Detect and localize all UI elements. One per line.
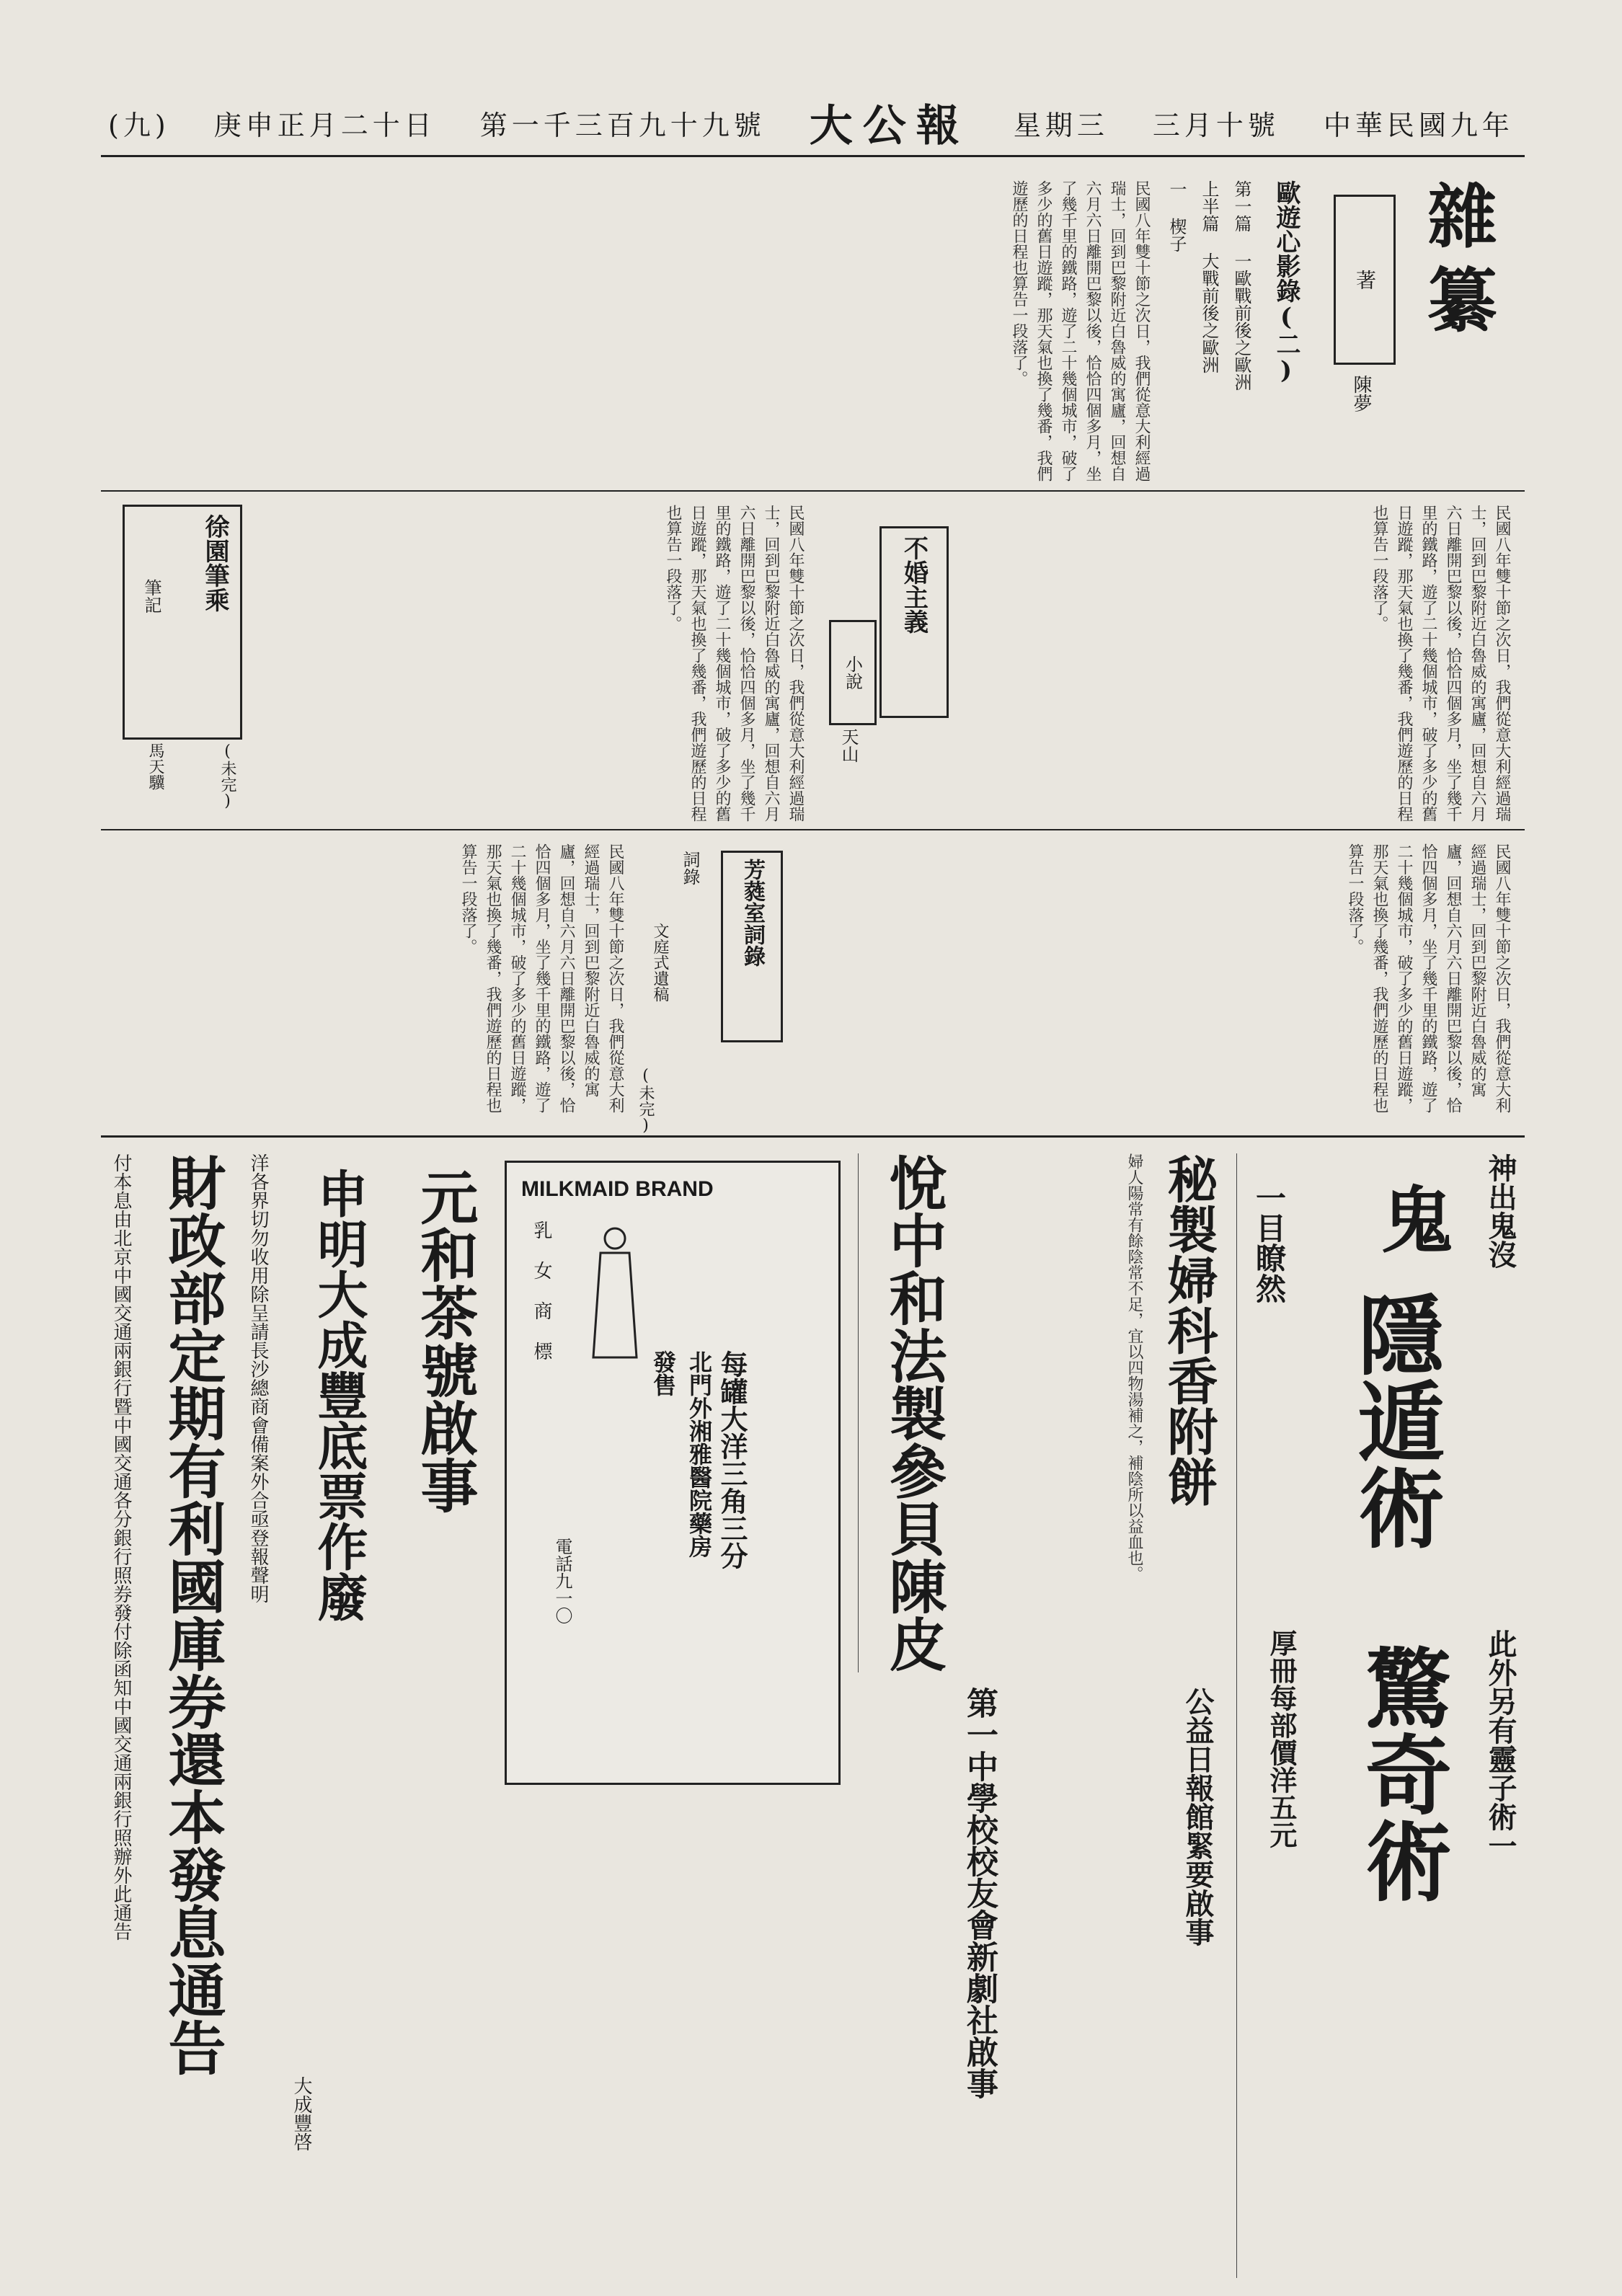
milkmaid-seller: 北門外湘雅醫院藥房 [686, 1350, 713, 1558]
no-marriage-box [879, 526, 949, 718]
row-rule-2 [101, 829, 1525, 830]
womens-title: 秘製婦科香附餅 [1159, 1153, 1219, 1507]
marvel-title: 驚奇術 [1351, 1644, 1453, 1903]
author-box [1334, 195, 1396, 365]
ads-rule [101, 1135, 1525, 1138]
masthead-paper-name: 大公報 [809, 101, 970, 151]
ghost-title: 隱遁術 [1344, 1290, 1445, 1550]
column1-subhead: 上半篇 大戰前後之歐洲 [1199, 180, 1219, 373]
column1-title: 歐遊心影錄(二) [1272, 180, 1300, 385]
masthead-page: (九) [108, 109, 170, 141]
notes-end: (未完) [218, 743, 236, 810]
no-marriage-label: 小說 [829, 620, 877, 725]
womens-text: 婦人陽常有餘陰常不足，宜以四物湯補之，補陰所以益血也。 [1125, 1153, 1143, 1582]
column1-chapter: 第一篇 一歐戰前後之歐洲 [1231, 180, 1251, 391]
masthead [108, 101, 1514, 151]
poetry-end: (未完) [637, 1067, 655, 1135]
notes-title: 徐園筆乘 [200, 514, 229, 612]
author-name: 陳夢 [1350, 375, 1372, 412]
poetry-author: 文庭式遺稿 [651, 923, 669, 1002]
poetry-box [721, 851, 783, 1042]
ads-divider-2 [858, 1153, 859, 1672]
masthead-lunar-date: 庚申正月二十日 [213, 109, 436, 141]
milkmaid-price: 每罐大洋三角三分 [716, 1350, 748, 1569]
finance-title: 財政部定期有利國庫券還本發息通告 [159, 1153, 226, 2076]
milkmaid-brand: MILKMAID BRAND [521, 1177, 714, 1201]
milkmaid-sold: 發售 [650, 1350, 677, 1396]
column1-text: 民國八年雙十節之次日，我們從意大利經過瑞士，回到巴黎附近白魯威的寓廬，回想自六月六日離開巴黎以後，恰恰四個多月，坐了幾千里的鐵路，遊了二十幾個城市，破了多少的舊日遊蹤，那天氣也換了幾番，我們遊歷的日程也算告一段落了。 [1010, 180, 1151, 482]
no-marriage-author: 天山 [838, 728, 859, 763]
no-marriage-title: 不婚主義 [899, 536, 929, 634]
ghost-prefix: 鬼 [1369, 1182, 1454, 1254]
tea-title: 元和茶號啟事 [411, 1168, 479, 1514]
notes-box [123, 505, 242, 740]
milkmaid-logo-icon [586, 1220, 644, 1365]
poetry-title: 芳蕤室詞錄 [740, 859, 765, 967]
row3-text: 民國八年雙十節之次日，我們從意大利經過瑞士，回到巴黎附近白魯威的寓廬，回想自六月六日離開巴黎以後，恰恰四個多月，坐了幾千里的鐵路，遊了二十幾個城市，破了多少的舊日遊蹤，那天氣也換了幾番，我們遊歷的日程也算告一段落了。 [1346, 843, 1511, 1113]
masthead-rule [101, 155, 1525, 157]
masthead-issue-no: 第一千三百九十九號 [479, 109, 766, 141]
masthead-year: 中華民國九年 [1323, 109, 1514, 141]
author-label: 著 [1353, 270, 1377, 290]
milkmaid-phone: 電話九一〇 [552, 1538, 572, 1624]
poetry-text: 民國八年雙十節之次日，我們從意大利經過瑞士，回到巴黎附近白魯威的寓廬，回想自六月六日離開巴黎以後，恰恰四個多月，坐了幾千里的鐵路，遊了二十幾個城市，破了多少的舊日遊蹤，那天氣也換了幾番，我們遊歷的日程也算告一段落了。 [459, 843, 624, 1113]
masthead-date: 三月十號 [1152, 109, 1280, 141]
cotton-title: 申明大成豐底票作廢 [309, 1168, 369, 1622]
row-rule-1 [101, 490, 1525, 492]
ghost-head: 神出鬼沒 [1484, 1153, 1517, 1269]
marvel-head: 此外另有靈子術一 [1484, 1629, 1517, 1860]
poetry-label: 詞錄 [680, 851, 700, 885]
ghost-tag: 一目瞭然 [1251, 1182, 1287, 1303]
milkmaid-label: 乳 女 商 標 [531, 1220, 552, 1360]
school-title: 第一中學校校友會新劇社啟事 [961, 1687, 998, 2099]
finance-side: 洋各界切勿收用除呈請長沙總商會備案外合亟登報聲明 [247, 1153, 269, 1603]
ads-divider-1 [1236, 1153, 1237, 2278]
yue-zhong-title: 悅中和法製參貝陳皮 [879, 1153, 947, 1672]
ad-ghost [1247, 1153, 1521, 1615]
notes-label: 筆記 [141, 579, 161, 613]
school-notice: 公益日報館緊要啟事 [1181, 1687, 1215, 1946]
ad-marvel [1247, 1629, 1521, 2278]
cotton-foot: 大成豐啓 [291, 2076, 312, 2151]
marvel-price: 厚冊每部價洋五元 [1265, 1629, 1298, 1848]
column1-text-continued: 民國八年雙十節之次日，我們從意大利經過瑞士，回到巴黎附近白魯威的寓廬，回想自六月六日離開巴黎以後，恰恰四個多月，坐了幾千里的鐵路，遊了二十幾個城市，破了多少的舊日遊蹤，那天氣也換了幾番，我們遊歷的日程也算告一段落了。 [1370, 505, 1511, 822]
column1-intro: 一 楔子 [1166, 180, 1187, 252]
ad-milkmaid [505, 1161, 841, 1785]
masthead-weekday: 星期三 [1013, 109, 1109, 141]
no-marriage-text: 民國八年雙十節之次日，我們從意大利經過瑞士，回到巴黎附近白魯威的寓廬，回想自六月六日離開巴黎以後，恰恰四個多月，坐了幾千里的鐵路，遊了二十幾個城市，破了多少的舊日遊蹤，那天氣也換了幾番，我們遊歷的日程也算告一段落了。 [664, 505, 805, 822]
section-title: 雜纂 [1417, 180, 1498, 347]
finance-bottom: 付本息由北京中國交通兩銀行暨中國交通各分銀行照券發付除函知中國交通兩銀行照辦外此通告 [110, 1153, 132, 1941]
notes-author: 馬天驥 [146, 743, 164, 790]
